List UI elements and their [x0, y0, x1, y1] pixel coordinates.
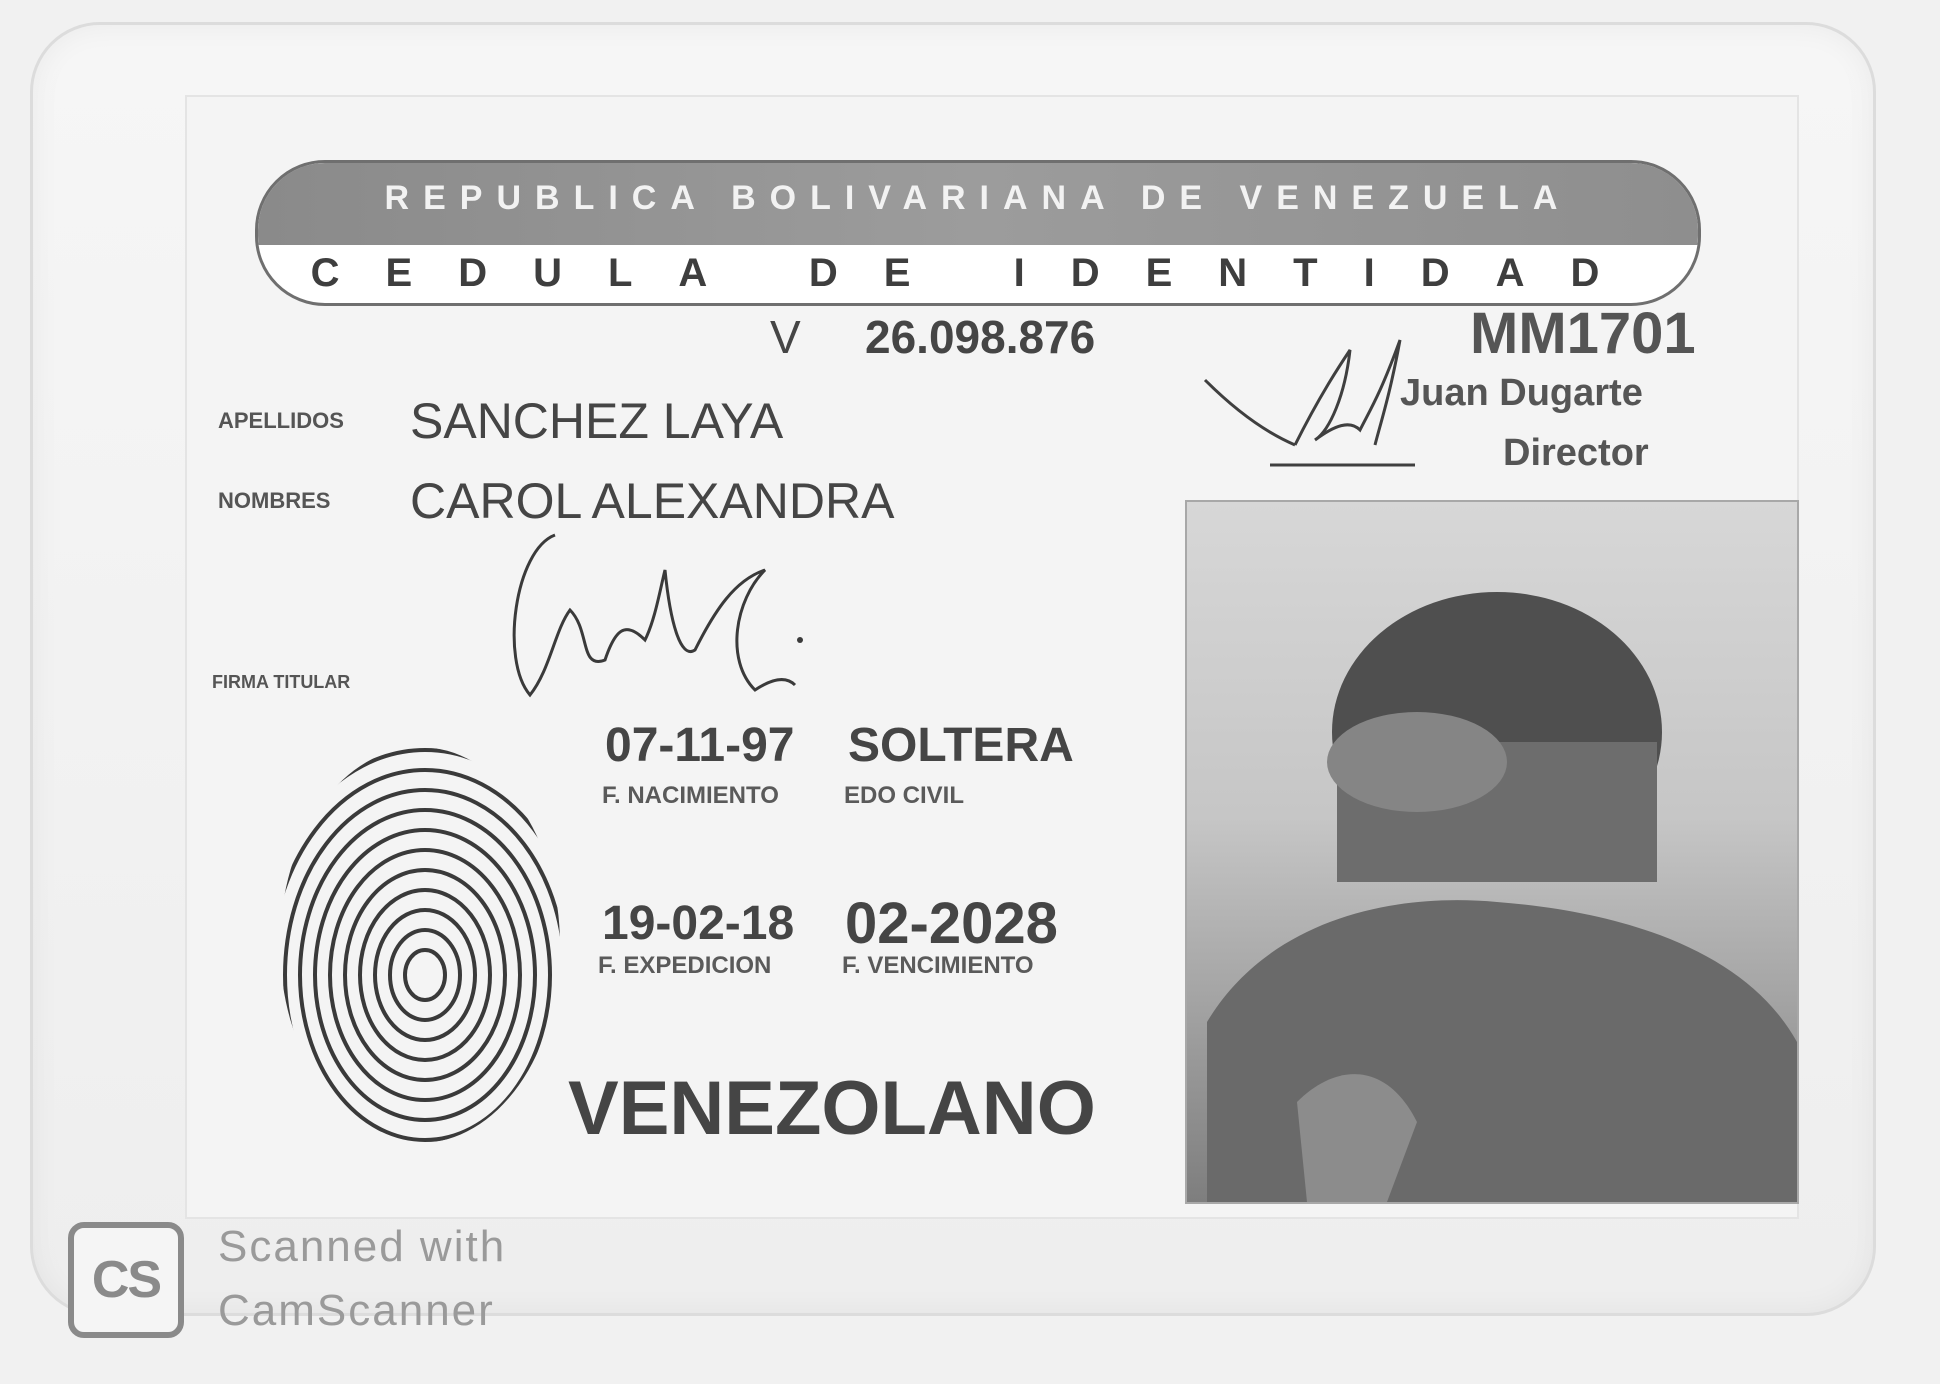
expiry-label: F. VENCIMIENTO [842, 952, 1034, 979]
names-value: CAROL ALEXANDRA [410, 473, 895, 529]
watermark-line1: Scanned with [218, 1222, 507, 1271]
birth-date: 07-11-97 [605, 719, 795, 772]
camscanner-logo [68, 1222, 184, 1338]
issue-date: 19-02-18 [602, 897, 795, 950]
id-number: 26.098.876 [865, 311, 1096, 363]
republic-title: REPUBLICA BOLIVARIANA DE VENEZUELA [384, 179, 1572, 217]
surname-value: SANCHEZ LAYA [410, 393, 784, 449]
signature-label: FIRMA TITULAR [212, 672, 351, 692]
surname-label: APELLIDOS [218, 408, 344, 433]
director-signature [1200, 335, 1430, 485]
holder-signature [495, 510, 825, 710]
director-name: Juan Dugarte [1400, 372, 1643, 414]
person-silhouette [1187, 502, 1797, 1202]
birth-label: F. NACIMIENTO [602, 782, 779, 809]
camscanner-logo-text: CS [91, 1251, 161, 1309]
names-label: NOMBRES [218, 488, 331, 513]
document-type: CEDULA DE IDENTIDAD [310, 251, 1646, 295]
expiry-date: 02-2028 [845, 891, 1058, 956]
holder-photo [1185, 500, 1799, 1204]
id-code: MM1701 [1470, 301, 1696, 366]
issue-label: F. EXPEDICION [598, 952, 772, 979]
watermark-line2: CamScanner [218, 1286, 495, 1335]
fingerprint-image [275, 745, 565, 1145]
header-band [255, 160, 1701, 306]
civil-status: SOLTERA [848, 719, 1074, 772]
civil-label: EDO CIVIL [844, 782, 965, 809]
nationality: VENEZOLANO [568, 1066, 1096, 1151]
id-prefix: V [770, 311, 801, 363]
director-title: Director [1503, 432, 1649, 474]
